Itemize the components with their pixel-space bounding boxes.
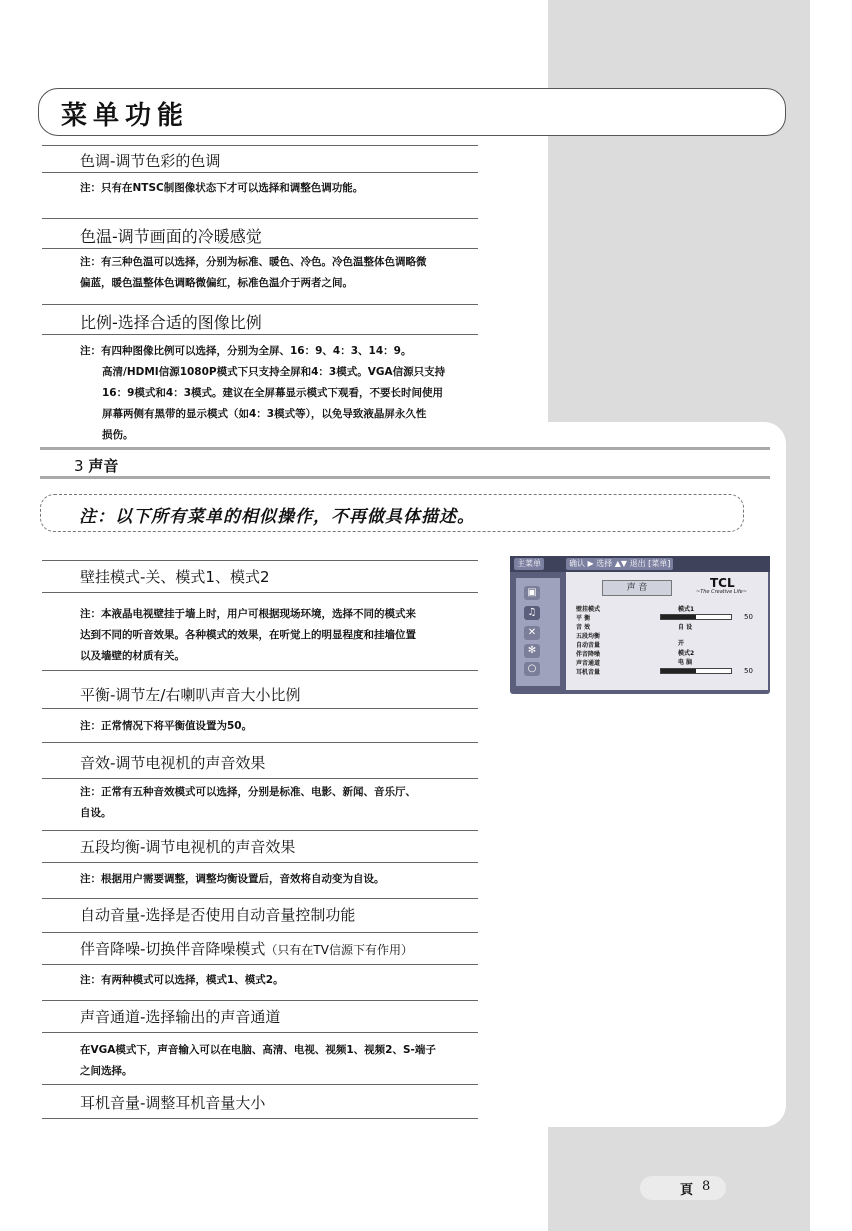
section-divider — [40, 447, 770, 450]
divider — [42, 1118, 478, 1119]
divider — [42, 334, 478, 335]
sound-icon: ♫ — [524, 606, 540, 620]
item-note-noise-reduction: 注：有两种模式可以选择，模式1、模式2。 — [80, 974, 284, 986]
divider — [42, 248, 478, 249]
osd-row-label: 伴音降噪 — [576, 651, 601, 658]
divider — [42, 218, 478, 219]
item-heading-hue: 色调-调节色彩的色调 — [80, 152, 221, 170]
search-icon: ○ — [524, 662, 540, 676]
osd-row-value: 电 脑 — [678, 659, 693, 666]
osd-row-label: 音 效 — [576, 624, 591, 631]
headphone-volume-value: 50 — [744, 667, 753, 675]
divider — [42, 592, 478, 593]
tools-icon: ✕ — [524, 626, 540, 640]
divider — [42, 560, 478, 561]
divider — [42, 742, 478, 743]
item-note-equalizer: 注：根据用户需要调整，调整均衡设置后，音效将自动变为自设。 — [80, 873, 385, 885]
item-heading-wall-mode: 壁挂模式-关、模式1、模式2 — [80, 568, 270, 586]
osd-row-label: 平 衡 — [576, 615, 591, 622]
brand-slogan: ~The Creative Life~ — [696, 589, 747, 595]
item-heading-auto-volume: 自动音量-选择是否使用自动音量控制功能 — [80, 906, 356, 924]
divider — [42, 830, 478, 831]
item-heading-sound-channel: 声音通道-选择输出的声音通道 — [80, 1008, 281, 1026]
osd-row-value: 开 — [678, 640, 685, 647]
item-heading-balance: 平衡-调节左/右喇叭声音大小比例 — [80, 686, 301, 704]
item-note-sound-effect: 注：正常有五种音效模式可以选择，分别是标准、电影、新闻、音乐厅、 自设。 — [80, 786, 416, 819]
brand-logo: TCL — [710, 576, 735, 590]
divider — [42, 145, 478, 146]
divider — [42, 932, 478, 933]
divider — [42, 898, 478, 899]
section-title: 3 声音 — [74, 457, 119, 475]
picture-icon: ▣ — [524, 586, 540, 600]
item-note-color-temp: 注：有三种色温可以选择，分别为标准、暖色、冷色。冷色温整体色调略微 偏蓝，暖色温整体色调略微偏红，标准色温介于两者之间。 — [80, 256, 427, 289]
page-number-tab — [640, 1176, 726, 1200]
item-heading-headphone-volume: 耳机音量-调整耳机音量大小 — [80, 1094, 266, 1112]
page-title: 菜单功能 — [61, 101, 190, 131]
section-divider — [40, 476, 770, 479]
settings-icon: ✻ — [524, 644, 540, 658]
osd-main-tab: 主菜单 — [514, 558, 544, 570]
item-heading-aspect: 比例-选择合适的图像比例 — [80, 313, 262, 332]
divider — [42, 1084, 478, 1085]
osd-hint: 确认 ▶ 选择 ▲▼ 退出 [菜单] — [566, 558, 673, 570]
osd-row-value: 自 设 — [678, 624, 693, 631]
osd-row-label: 声音通道 — [576, 660, 601, 667]
osd-panel-title: 声 音 — [602, 580, 672, 596]
page-label: 頁 — [680, 1183, 694, 1198]
osd-row-label: 五段均衡 — [576, 633, 601, 640]
osd-row-label: 壁挂模式 — [576, 606, 601, 613]
divider — [42, 964, 478, 965]
item-note-aspect: 注：有四种图像比例可以选择，分别为全屏、16：9、4：3、14：9。 高清/HDMI信源1080P模式下只支持全屏和4：3模式。VGA信源只支持 16：9模式和4：3模式。建议在全屏幕显示模式下观看，不要长时间使用 屏幕两侧有黑带的显示模式（如4：3模式等），以免导致液晶屏永久性 损伤。 — [80, 345, 446, 441]
divider — [42, 304, 478, 305]
item-note-hue: 注：只有在NTSC制图像状态下才可以选择和调整色调功能。 — [80, 182, 364, 194]
tv-osd-screenshot — [510, 556, 770, 694]
item-heading-equalizer: 五段均衡-调节电视机的声音效果 — [80, 838, 296, 856]
item-note-wall-mode: 注：本液晶电视壁挂于墙上时，用户可根据现场环境，选择不同的模式来 达到不同的听音效果。各种模式的效果，在听觉上的明显程度和挂墙位置 以及墙壁的材质有关。 — [80, 608, 416, 662]
divider — [42, 778, 478, 779]
osd-row-value: 模式1 — [678, 606, 695, 613]
balance-bar — [660, 614, 732, 620]
note-banner-text: 注：以下所有菜单的相似操作，不再做具体描述。 — [79, 507, 475, 527]
item-note-sound-channel: 在VGA模式下，声音输入可以在电脑、高清、电视、视频1、视频2、S-端子 之间选择。 — [80, 1044, 436, 1077]
headphone-volume-bar — [660, 668, 732, 674]
item-heading-sound-effect: 音效-调节电视机的声音效果 — [80, 754, 266, 772]
osd-row-label: 自动音量 — [576, 642, 601, 649]
divider — [42, 1000, 478, 1001]
page-title-box — [38, 88, 786, 136]
divider — [42, 862, 478, 863]
balance-value: 50 — [744, 613, 753, 621]
divider — [42, 670, 478, 671]
divider — [42, 1032, 478, 1033]
osd-row-label: 耳机音量 — [576, 669, 601, 676]
item-note-balance: 注：正常情况下将平衡值设置为50。 — [80, 720, 253, 732]
divider — [42, 172, 478, 173]
osd-row-value: 模式2 — [678, 650, 695, 657]
divider — [42, 708, 478, 709]
item-heading-noise-reduction: 伴音降噪-切换伴音降噪模式（只有在TV信源下有作用） — [80, 940, 413, 958]
note-banner — [40, 494, 744, 532]
page-number: 8 — [702, 1179, 711, 1194]
item-heading-color-temp: 色温-调节画面的冷暖感觉 — [80, 227, 262, 246]
